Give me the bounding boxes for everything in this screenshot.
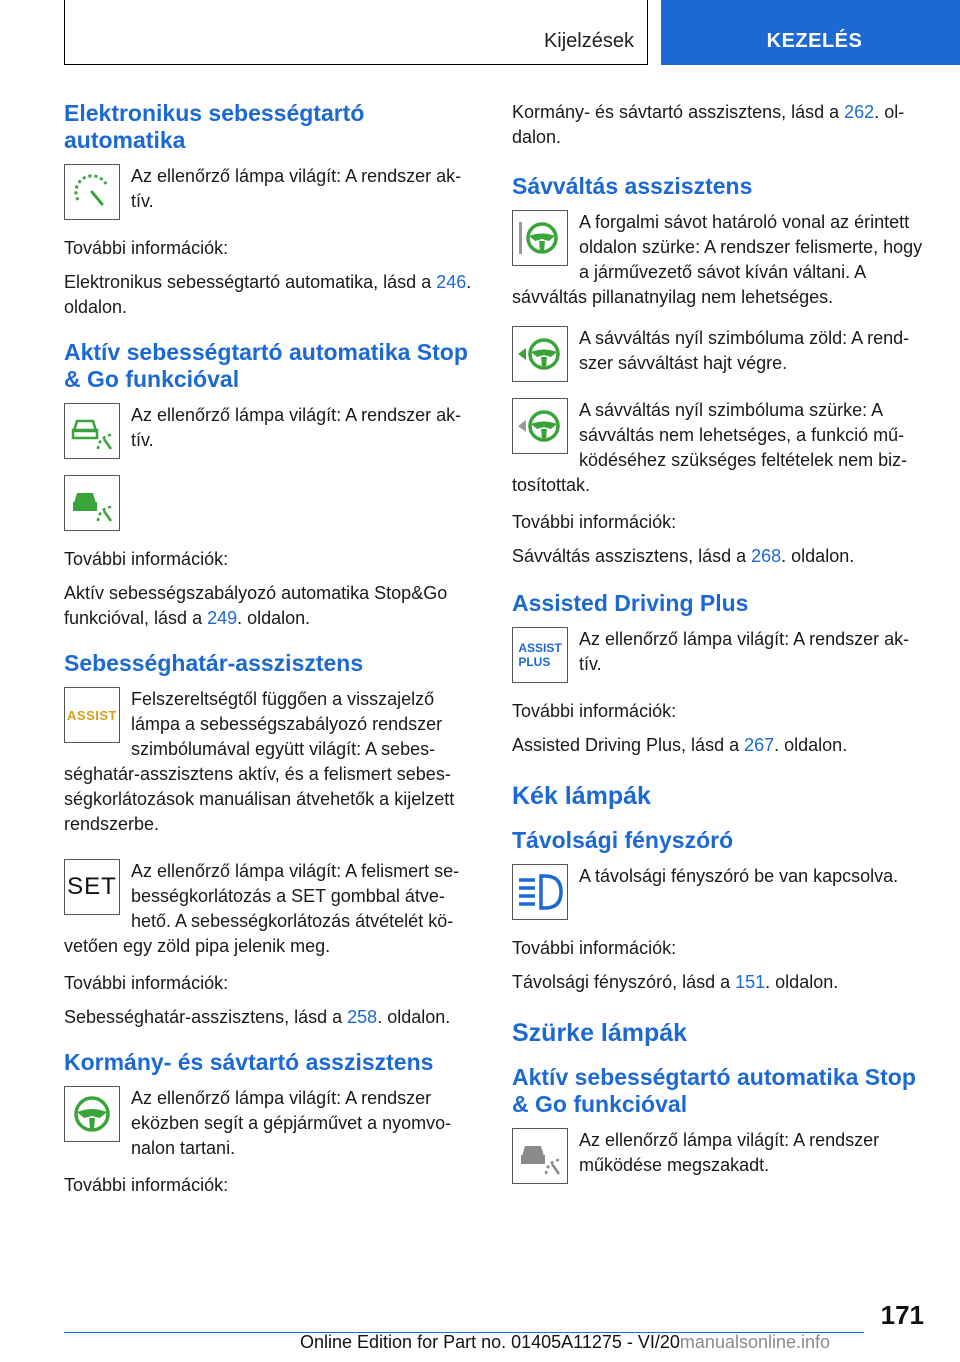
- steering-wheel-green-icon: [64, 1086, 120, 1142]
- lamp-lane-change-grey: [512, 210, 924, 310]
- page-link[interactable]: 246: [436, 272, 467, 292]
- page-number: 171: [880, 1300, 924, 1330]
- lamp-assisted-driving: [512, 627, 924, 687]
- heading-speed-limit-assist: Sebességhatár-asszisztens: [64, 650, 364, 676]
- page-link[interactable]: 258: [347, 1007, 378, 1027]
- footer-watermark: manualsonline.info: [679, 1332, 831, 1352]
- header-chapter-label: KEZELÉS: [766, 30, 863, 52]
- heading-acc-stop-go-grey: Aktív sebességtartó automatika Stop & Go funkcióval: [512, 1064, 916, 1117]
- set-icon: SET: [64, 859, 120, 915]
- heading-high-beam: Távolsági fényszóró: [512, 827, 734, 853]
- page-link[interactable]: 249: [207, 608, 238, 628]
- lamp-steering-text: Az ellenőrző lámpa világít: A rendszer eközben segít a gépjárművet a nyomvo-nalon tartani.: [131, 1088, 452, 1158]
- lamp-cruise-control-text: Az ellenőrző lámpa világít: A rendszer ak-tív.: [131, 166, 462, 211]
- page-link[interactable]: 262: [844, 102, 875, 122]
- heading-grey-lamps: Szürke lámpák: [512, 1019, 688, 1047]
- lamp-steering: [64, 1086, 476, 1161]
- heading-lane-change: Sávváltás asszisztens: [512, 173, 753, 199]
- more-info-line: Sebességhatár-asszisztens, lásd a 258. oldalon.: [64, 1007, 451, 1027]
- more-info-label: További információk:: [64, 549, 229, 569]
- lamp-acc-grey-text: Az ellenőrző lámpa világít: A rendszer működése megszakadt.: [579, 1130, 880, 1175]
- more-info-label: További információk:: [512, 938, 677, 958]
- lamp-assisted-driving-text: Az ellenőrző lámpa világít: A rendszer ak-tív.: [579, 629, 910, 674]
- page-link[interactable]: 267: [744, 735, 775, 755]
- acc-grey-icon: [512, 1128, 568, 1184]
- lamp-assist-text: Felszereltségtől függően a visszajelző lámpa a sebességszabályozó rendszer szimbólumával együtt világít: A sebes-séghatár-asszisztens aktív, és a felismert sebes-ségkorlátozások manuálisan átvehetők a kijelzett rendszerbe.: [64, 689, 455, 834]
- more-info-line: Elektronikus sebességtartó automatika, lásd a 246. oldalon.: [64, 272, 472, 317]
- lamp-lane-change-text-2: A sávváltás nyíl szimbóluma zöld: A rend-szer sávváltást hajt végre.: [579, 328, 910, 373]
- lamp-acc-filled: [64, 475, 476, 535]
- more-info-label: További információk:: [64, 238, 229, 258]
- more-info-line: Távolsági fényszóró, lásd a 151. oldalon.: [512, 972, 839, 992]
- more-info-label: További információk:: [512, 701, 677, 721]
- more-info-label: További információk:: [64, 973, 229, 993]
- header-chapter-tab: [661, 0, 960, 65]
- heading-steering-assist: Kormány- és sávtartó asszisztens: [64, 1049, 434, 1075]
- heading-cruise-control: Elektronikus sebességtartó automatika: [64, 100, 365, 153]
- high-beam-blue-icon: [512, 864, 568, 920]
- lamp-acc-text: Az ellenőrző lámpa világít: A rendszer ak-tív.: [131, 405, 462, 450]
- lamp-high-beam-text: A távolsági fényszóró be van kapcsolva.: [579, 866, 899, 886]
- lamp-lane-change-green: [512, 326, 924, 386]
- header-section-title: Kijelzések: [543, 30, 634, 52]
- speedometer-green-icon: [64, 164, 120, 220]
- lamp-lane-change-text-1: A forgalmi sávot határoló vonal az érintett oldalon szürke: A rendszer felismerte, hogy a járművezető sávot kíván váltani. A sávváltás pillanatnyilag nem lehetséges.: [512, 212, 923, 307]
- more-info-line: Sávváltás asszisztens, lásd a 268. oldalon.: [512, 546, 855, 566]
- more-info-label: További információk:: [512, 512, 677, 532]
- footer-edition: Online Edition for Part no. 01405A11275 - VI/20manualsonline.info: [300, 1332, 831, 1352]
- lamp-acc-outline: [64, 403, 476, 463]
- steering-lane-grey-icon: [512, 210, 568, 266]
- assist-plus-blue-icon: ASSIST PLUS: [512, 627, 568, 683]
- page-link[interactable]: 268: [751, 546, 782, 566]
- lamp-cruise-control: [64, 164, 476, 224]
- acc-filled-green-icon: [64, 475, 120, 531]
- heading-acc-stop-go: Aktív sebességtartó automatika Stop & Go funkcióval: [64, 339, 468, 392]
- continued-ref-line: Kormány- és sávtartó asszisztens, lásd a 262. ol-dalon.: [512, 102, 905, 147]
- heading-assisted-driving-plus: Assisted Driving Plus: [512, 590, 749, 616]
- assist-amber-icon: ASSIST: [64, 687, 120, 743]
- steering-arrow-green-icon: [512, 326, 568, 382]
- more-info-line: Aktív sebességszabályozó automatika Stop&Go funkcióval, lásd a 249. oldalon.: [64, 583, 448, 628]
- right-column: [512, 100, 924, 1200]
- page-link[interactable]: 151: [735, 972, 766, 992]
- lamp-set: [64, 859, 476, 959]
- more-info-line: Assisted Driving Plus, lásd a 267. oldalon.: [512, 735, 848, 755]
- lamp-set-text: Az ellenőrző lámpa világít: A felismert se-bességkorlátozás a SET gombbal átve-hető. A sebességkorlátozás átvételét kö-vetően egy zöld pipa jelenik meg.: [64, 861, 460, 956]
- lamp-acc-grey: [512, 1128, 924, 1188]
- lamp-lane-change-text-3: A sávváltás nyíl szimbóluma szürke: A sávváltás nem lehetséges, a funkció mű-ködéséhez szükséges feltételek nem biz-tosítottak.: [512, 400, 908, 495]
- left-column: [64, 100, 476, 1207]
- lamp-lane-change-arrow-grey: [512, 398, 924, 498]
- lamp-high-beam: [512, 864, 924, 924]
- more-info-label: További információk:: [64, 1175, 229, 1195]
- acc-outline-green-icon: [64, 403, 120, 459]
- heading-blue-lamps: Kék lámpák: [512, 782, 651, 810]
- steering-arrow-grey-icon: [512, 398, 568, 454]
- lamp-assist: [64, 687, 476, 837]
